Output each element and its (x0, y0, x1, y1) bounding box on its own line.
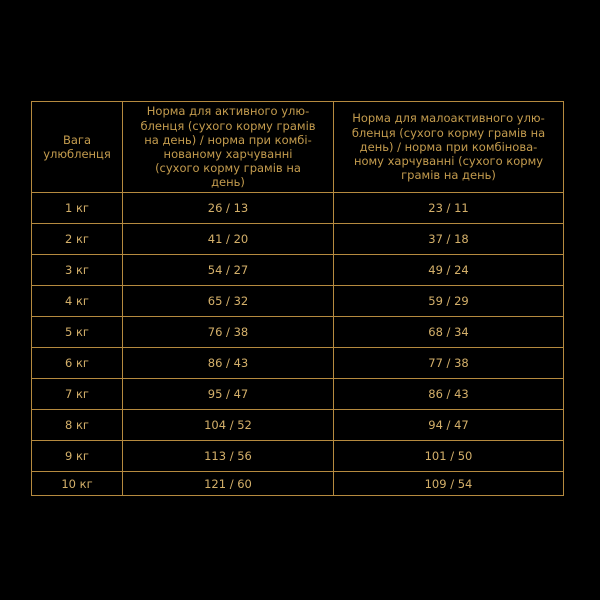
cell-text: 5 кг (65, 325, 89, 339)
table-cell-weight (31, 192, 123, 224)
table-cell-weight (31, 471, 123, 496)
cell-text: 121 / 60 (204, 476, 252, 491)
table-cell-low-activity-norm (333, 378, 564, 410)
cell-text: 77 / 38 (428, 356, 469, 370)
table-cell-low-activity-norm (333, 316, 564, 348)
table-cell-weight (31, 378, 123, 410)
table-cell-active-norm (122, 192, 334, 224)
table-cell-active-norm (122, 440, 334, 472)
table-cell-low-activity-norm (333, 192, 564, 224)
header-low-activity-pet-norm (333, 101, 564, 193)
header-pet-weight-label: Вага улюбленця (43, 132, 111, 161)
table-cell-active-norm (122, 254, 334, 286)
feeding-table (31, 101, 564, 496)
cell-text: 6 кг (65, 356, 89, 370)
table-cell-low-activity-norm (333, 223, 564, 255)
cell-text: 41 / 20 (207, 232, 249, 246)
cell-text: 54 / 27 (207, 263, 249, 277)
table-cell-active-norm (122, 471, 334, 496)
cell-text: 65 / 32 (207, 294, 249, 308)
table-cell-weight (31, 316, 123, 348)
cell-text: 26 / 13 (207, 201, 249, 215)
cell-text: 37 / 18 (428, 232, 469, 246)
cell-text: 4 кг (65, 294, 89, 308)
cell-text: 86 / 43 (207, 356, 249, 370)
table-cell-low-activity-norm (333, 347, 564, 379)
table-cell-active-norm (122, 347, 334, 379)
table-cell-active-norm (122, 223, 334, 255)
table-cell-active-norm (122, 316, 334, 348)
cell-text: 68 / 34 (428, 325, 469, 339)
cell-text: 1 кг (65, 201, 89, 215)
table-cell-weight (31, 347, 123, 379)
table-cell-low-activity-norm (333, 440, 564, 472)
cell-text: 76 / 38 (207, 325, 249, 339)
header-active-pet-norm (122, 101, 334, 193)
cell-text: 109 / 54 (424, 476, 473, 491)
table-cell-weight (31, 285, 123, 317)
cell-text: 10 кг (61, 476, 93, 491)
table-cell-active-norm (122, 285, 334, 317)
header-pet-weight (31, 101, 123, 193)
cell-text: 9 кг (65, 449, 89, 463)
table-cell-active-norm (122, 378, 334, 410)
cell-text: 95 / 47 (207, 387, 249, 401)
cell-text: 59 / 29 (428, 294, 469, 308)
table-cell-weight (31, 223, 123, 255)
table-cell-weight (31, 440, 123, 472)
table-cell-low-activity-norm (333, 254, 564, 286)
cell-text: 8 кг (65, 418, 89, 432)
cell-text: 3 кг (65, 263, 89, 277)
cell-text: 94 / 47 (428, 418, 469, 432)
cell-text: 113 / 56 (204, 449, 252, 463)
table-cell-low-activity-norm (333, 409, 564, 441)
table-cell-low-activity-norm (333, 285, 564, 317)
cell-text: 49 / 24 (428, 263, 469, 277)
table-cell-weight (31, 254, 123, 286)
header-low-activity-pet-norm-label: Норма для малоактивного улю-бленця (сухого корму грамів на день) / норма при комбінова-ному харчуванні (сухого корму грамів на день) (351, 111, 546, 183)
cell-text: 86 / 43 (428, 387, 469, 401)
cell-text: 101 / 50 (424, 449, 473, 463)
cell-text: 7 кг (65, 387, 89, 401)
cell-text: 23 / 11 (428, 201, 469, 215)
table-cell-active-norm (122, 409, 334, 441)
table-cell-weight (31, 409, 123, 441)
table-cell-low-activity-norm (333, 471, 564, 496)
header-active-pet-norm-label: Норма для активного улю-бленця (сухого корму грамів на день) / норма при комбі-нованому харчуванні (сухого корму грамів на день) (140, 104, 316, 190)
cell-text: 2 кг (65, 232, 89, 246)
cell-text: 104 / 52 (204, 418, 252, 432)
